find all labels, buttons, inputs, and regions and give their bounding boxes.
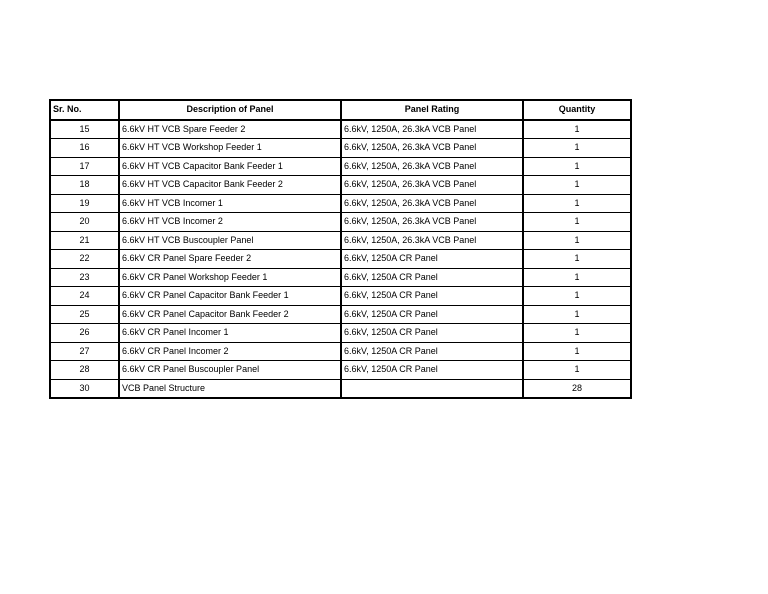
table-row xyxy=(50,305,631,324)
sr-no-cell: 19 xyxy=(50,194,119,213)
description-cell: 6.6kV HT VCB Incomer 1 xyxy=(119,194,341,213)
sr-no-cell: 24 xyxy=(50,287,119,306)
sr-no-cell: 22 xyxy=(50,250,119,269)
panel-rating-cell: 6.6kV, 1250A CR Panel xyxy=(341,250,523,269)
panel-rating-cell: 6.6kV, 1250A CR Panel xyxy=(341,324,523,343)
table-row xyxy=(50,231,631,250)
quantity-cell: 1 xyxy=(523,231,631,250)
sr-no-cell: 25 xyxy=(50,305,119,324)
sr-no-cell: 28 xyxy=(50,361,119,380)
table-row xyxy=(50,287,631,306)
table-row xyxy=(50,324,631,343)
panel-rating-cell: 6.6kV, 1250A, 26.3kA VCB Panel xyxy=(341,213,523,232)
table-body xyxy=(50,120,631,399)
panel-rating-cell: 6.6kV, 1250A CR Panel xyxy=(341,361,523,380)
header-panel-rating: Panel Rating xyxy=(341,100,523,120)
table-header xyxy=(50,100,631,120)
quantity-cell: 1 xyxy=(523,194,631,213)
table-row xyxy=(50,361,631,380)
sr-no-cell: 15 xyxy=(50,120,119,139)
description-cell: 6.6kV HT VCB Capacitor Bank Feeder 2 xyxy=(119,176,341,195)
description-cell: 6.6kV CR Panel Incomer 1 xyxy=(119,324,341,343)
description-cell: 6.6kV CR Panel Spare Feeder 2 xyxy=(119,250,341,269)
description-cell: 6.6kV CR Panel Buscoupler Panel xyxy=(119,361,341,380)
quantity-cell: 1 xyxy=(523,176,631,195)
description-cell: 6.6kV CR Panel Capacitor Bank Feeder 2 xyxy=(119,305,341,324)
quantity-cell: 1 xyxy=(523,305,631,324)
panel-rating-cell: 6.6kV, 1250A, 26.3kA VCB Panel xyxy=(341,157,523,176)
table-row xyxy=(50,250,631,269)
sr-no-cell: 16 xyxy=(50,139,119,158)
quantity-cell: 1 xyxy=(523,324,631,343)
description-cell: 6.6kV CR Panel Incomer 2 xyxy=(119,342,341,361)
description-cell: 6.6kV HT VCB Spare Feeder 2 xyxy=(119,120,341,139)
quantity-cell: 1 xyxy=(523,250,631,269)
header-sr-no: Sr. No. xyxy=(50,100,119,120)
quantity-cell: 28 xyxy=(523,379,631,398)
table-row xyxy=(50,194,631,213)
sr-no-cell: 30 xyxy=(50,379,119,398)
table-row xyxy=(50,379,631,398)
description-cell: VCB Panel Structure xyxy=(119,379,341,398)
sr-no-cell: 21 xyxy=(50,231,119,250)
quantity-cell: 1 xyxy=(523,361,631,380)
table-row xyxy=(50,120,631,139)
description-cell: 6.6kV CR Panel Workshop Feeder 1 xyxy=(119,268,341,287)
panel-rating-cell: 6.6kV, 1250A, 26.3kA VCB Panel xyxy=(341,120,523,139)
table-row xyxy=(50,268,631,287)
header-quantity: Quantity xyxy=(523,100,631,120)
description-cell: 6.6kV HT VCB Buscoupler Panel xyxy=(119,231,341,250)
description-cell: 6.6kV HT VCB Workshop Feeder 1 xyxy=(119,139,341,158)
table-row xyxy=(50,342,631,361)
header-row xyxy=(50,100,631,120)
table-row xyxy=(50,213,631,232)
panel-rating-cell: 6.6kV, 1250A CR Panel xyxy=(341,268,523,287)
description-cell: 6.6kV HT VCB Capacitor Bank Feeder 1 xyxy=(119,157,341,176)
sr-no-cell: 17 xyxy=(50,157,119,176)
sr-no-cell: 18 xyxy=(50,176,119,195)
sr-no-cell: 26 xyxy=(50,324,119,343)
panel-rating-cell: 6.6kV, 1250A CR Panel xyxy=(341,342,523,361)
description-cell: 6.6kV HT VCB Incomer 2 xyxy=(119,213,341,232)
panel-rating-cell: 6.6kV, 1250A, 26.3kA VCB Panel xyxy=(341,194,523,213)
panel-rating-cell: 6.6kV, 1250A, 26.3kA VCB Panel xyxy=(341,176,523,195)
table-row xyxy=(50,157,631,176)
panel-rating-cell xyxy=(341,379,523,398)
sr-no-cell: 20 xyxy=(50,213,119,232)
quantity-cell: 1 xyxy=(523,120,631,139)
quantity-cell: 1 xyxy=(523,342,631,361)
quantity-cell: 1 xyxy=(523,268,631,287)
quantity-cell: 1 xyxy=(523,157,631,176)
panel-schedule-table xyxy=(49,99,632,399)
panel-rating-cell: 6.6kV, 1250A, 26.3kA VCB Panel xyxy=(341,231,523,250)
quantity-cell: 1 xyxy=(523,287,631,306)
header-description: Description of Panel xyxy=(119,100,341,120)
quantity-cell: 1 xyxy=(523,139,631,158)
panel-rating-cell: 6.6kV, 1250A CR Panel xyxy=(341,305,523,324)
panel-rating-cell: 6.6kV, 1250A, 26.3kA VCB Panel xyxy=(341,139,523,158)
panel-rating-cell: 6.6kV, 1250A CR Panel xyxy=(341,287,523,306)
table-row xyxy=(50,139,631,158)
quantity-cell: 1 xyxy=(523,213,631,232)
sr-no-cell: 27 xyxy=(50,342,119,361)
sr-no-cell: 23 xyxy=(50,268,119,287)
table-row xyxy=(50,176,631,195)
description-cell: 6.6kV CR Panel Capacitor Bank Feeder 1 xyxy=(119,287,341,306)
